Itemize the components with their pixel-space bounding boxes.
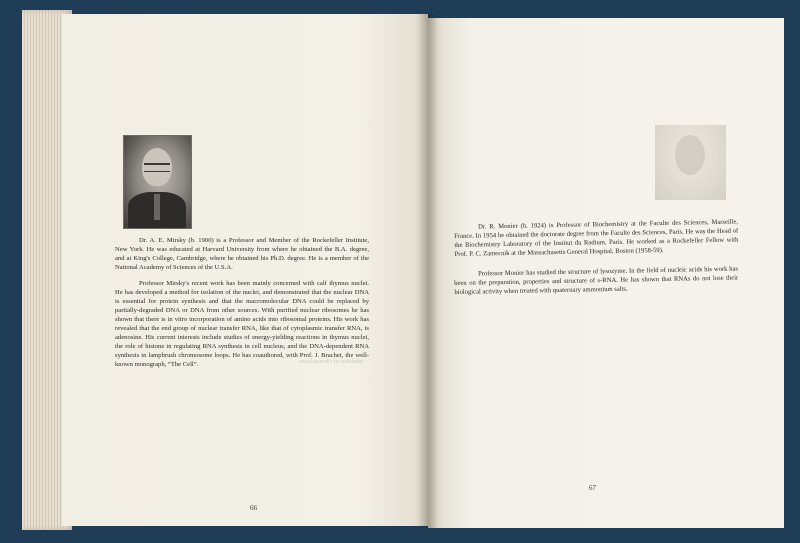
bleed-through-text: inhibitor of ribonuclease [299,358,363,365]
portrait-tie [154,194,160,220]
monier-research-paragraph [454,265,738,297]
book-gutter [418,14,438,528]
page-number-left: 66 [250,504,257,512]
portrait-glasses [144,163,170,172]
paragraph: Professor Mirsky's recent work has been mainly concerned with calf thymus nuclei. He has developed a method for isolation of the nuclei, and demonstrated that the nuclear DNA is essential for protein synthesis and that the macromolecular DNA could be replaced by partially-degraded DNA or DNA from other sources. With purified nuclear ribosomes he has shown that there is in vitro incorporation of amino acids into ribosomal proteins. His work has revealed that the end group of nuclear transfer RNA, like that of cytoplasmic transfer RNA, is adenosine. His current interests include studies of energy-yielding reactions in thymus nuclei, the role of histone in regulating RNA synthesis in cell nucleus, and the DNA-dependent RNA synthesis in lampbrush chromosome loops. He has coauthored, with Prof. J. Brachet, the well-known monograph, “The Cell”. [115,280,369,368]
portrait-ghost [675,135,705,175]
paragraph: Professor Monier has studied the structure of lysozyme. In the field of nucleic acids his work has been on the preparation, properties and structure of s-RNA. He has shown that RNAs do not lose their biological activity when treated with quaternary ammonium salts. [454,265,739,296]
mirsky-research-paragraph [115,279,369,369]
portrait-photo-monier-faded [655,125,726,200]
paragraph: Dr. R. Monier (b. 1924) is Professor of Biochemistry at the Faculte des Sciences, Marseille, France. In 1954 he obtained the doctorate degree from the Faculte des Sciences, Paris. He was the Head of the Biochemistry Laboratory of the Institut du Radium, Paris. He worked as a Rockefeller Fellow with Prof. P. C. Zamecnik at the Massachusetts General Hospital, Boston (1958-59). [454,218,739,258]
paragraph: Dr. A. E. Mirsky (b. 1900) is a Professor and Member of the Rockefeller Institute, New York. He was educated at Harvard University from where he obtained the B.A. degree, and at King's College, Cambridge, where he obtained his Ph.D. degree. He is a member of the National Academy of Sciences of the U.S.A. [115,237,369,271]
portrait-photo-mirsky [123,135,192,229]
monier-bio-paragraph [454,218,739,259]
page-number-right: 67 [589,484,596,492]
mirsky-bio-paragraph [115,236,369,272]
